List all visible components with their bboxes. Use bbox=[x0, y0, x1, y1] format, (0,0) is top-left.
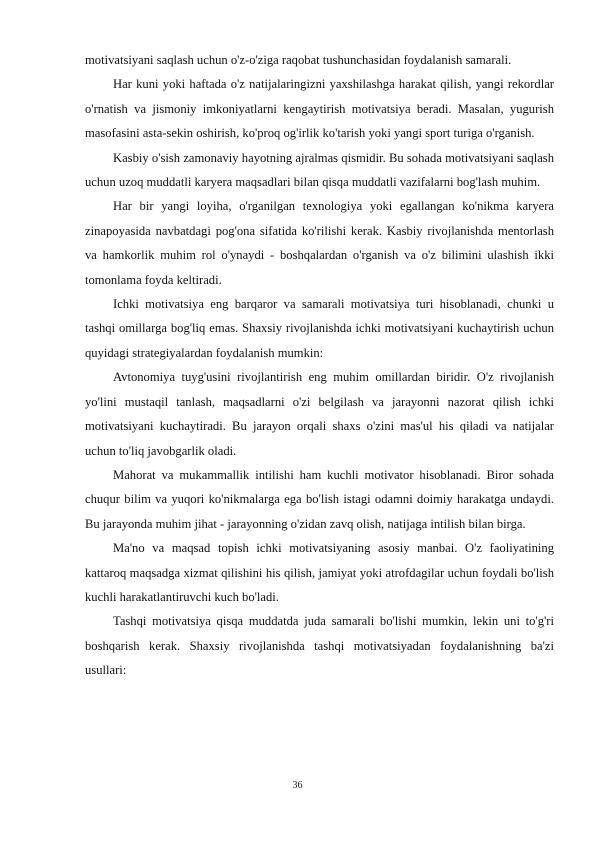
paragraph: Mahorat va mukammallik intilishi ham kuchli motivator hisoblanadi. Biror sohada chuqur bilim va yuqori ko'nikmalarga ega bo'lish istagi odamni doimiy harakatga undaydi. Bu jarayonda muhim jihat - jarayonning o'zidan zavq olish, natijaga intilish bilan birga. bbox=[85, 467, 554, 531]
document-body bbox=[85, 48, 554, 683]
paragraph: Avtonomiya tuyg'usini rivojlantirish eng muhim omillardan biridir. O'z rivojlanish yo'lini mustaqil tanlash, maqsadlarni o'zi belgilash va jarayonni nazorat qilish ichki motivatsiyani kuchaytiradi. Bu jarayon orqali shaxs o'zini mas'ul his qiladi va natijalar uchun to'liq javobgarlik oladi. bbox=[85, 370, 554, 458]
paragraph: Har kuni yoki haftada o'z natijalaringizni yaxshilashga harakat qilish, yangi rekordlar o'rnatish va jismoniy imkoniyatlarni kengaytirish motivatsiya beradi. Masalan, yugurish masofasini asta-sekin oshirish, ko'proq og'irlik ko'tarish yoki yangi sport turiga o'rganish. bbox=[85, 77, 554, 141]
paragraph: Tashqi motivatsiya qisqa muddatda juda samarali bo'lishi mumkin, lekin uni to'g'ri boshqarish kerak. Shaxsiy rivojlanishda tashqi motivatsiyadan foydalanishning ba'zi usullari: bbox=[85, 614, 554, 678]
paragraph: Ichki motivatsiya eng barqaror va samarali motivatsiya turi hisoblanadi, chunki u tashqi omillarga bog'liq emas. Shaxsiy rivojlanishda ichki motivatsiyani kuchaytirish uchun quyidagi strategiyalardan foydalanish mumkin: bbox=[85, 297, 554, 360]
paragraph-continuation: motivatsiyani saqlash uchun o'z-o'ziga raqobat tushunchasidan foydalanish samarali. bbox=[85, 53, 512, 67]
page-number: 36 bbox=[292, 780, 303, 791]
paragraph: Har bir yangi loyiha, o'rganilgan texnologiya yoki egallangan ko'nikma karyera zinapoyasida navbatdagi pog'ona sifatida ko'rilishi kerak. Kasbiy rivojlanishda mentorlash va hamkorlik muhim rol o'ynaydi - boshqalardan o'rganish va o'z bilimini ulashish ikki tomonlama foyda keltiradi. bbox=[85, 199, 554, 287]
paragraph: Kasbiy o'sish zamonaviy hayotning ajralmas qismidir. Bu sohada motivatsiyani saqlash uchun uzoq muddatli karyera maqsadlari bilan qisqa muddatli vazifalarni bog'lash muhim. bbox=[85, 150, 554, 190]
paragraph: Ma'no va maqsad topish ichki motivatsiyaning asosiy manbai. O'z faoliyatining kattaroq maqsadga xizmat qilishini his qilish, jamiyat yoki atrofdagilar uchun foydali bo'lish kuchli harakatlantiruvchi kuch bo'ladi. bbox=[85, 541, 554, 604]
